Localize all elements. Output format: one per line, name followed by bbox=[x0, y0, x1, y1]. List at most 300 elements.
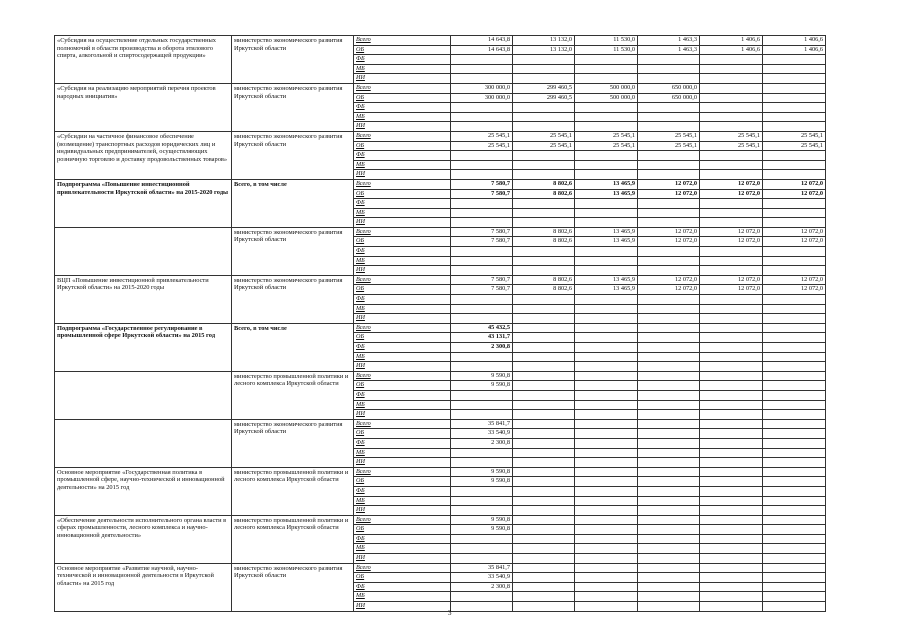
amount-cell bbox=[638, 467, 700, 477]
amount-cell bbox=[763, 429, 826, 439]
funding-source-cell: МБ bbox=[354, 448, 451, 458]
amount-cell bbox=[575, 112, 638, 122]
amount-cell bbox=[763, 122, 826, 132]
funding-source-cell: ОБ bbox=[354, 141, 451, 151]
amount-cell bbox=[575, 554, 638, 564]
amount-cell bbox=[451, 295, 513, 305]
amount-cell bbox=[763, 410, 826, 420]
funding-source-cell: МБ bbox=[354, 592, 451, 602]
amount-cell bbox=[451, 458, 513, 468]
amount-cell: 13 465,9 bbox=[575, 227, 638, 237]
amount-cell bbox=[451, 218, 513, 228]
responsible-executor-cell: Всего, в том числе bbox=[232, 323, 354, 371]
amount-cell bbox=[451, 544, 513, 554]
amount-cell bbox=[513, 218, 575, 228]
amount-cell bbox=[513, 208, 575, 218]
amount-cell bbox=[513, 563, 575, 573]
amount-cell bbox=[451, 208, 513, 218]
amount-cell bbox=[575, 352, 638, 362]
amount-cell bbox=[763, 103, 826, 113]
amount-cell bbox=[513, 247, 575, 257]
amount-cell: 7 580,7 bbox=[451, 275, 513, 285]
amount-cell bbox=[513, 314, 575, 324]
amount-cell bbox=[700, 592, 763, 602]
funding-source-cell: Всего bbox=[354, 371, 451, 381]
amount-cell bbox=[763, 486, 826, 496]
amount-cell bbox=[638, 333, 700, 343]
amount-cell bbox=[700, 199, 763, 209]
amount-cell bbox=[575, 410, 638, 420]
responsible-executor-cell: Всего, в том числе bbox=[232, 179, 354, 227]
amount-cell: 2 300,8 bbox=[451, 343, 513, 353]
program-name-cell: ВЦП «Повышение инвестиционной привлекательности Иркутской области» на 2015-2020 годы bbox=[55, 275, 232, 323]
amount-cell bbox=[700, 381, 763, 391]
amount-cell bbox=[700, 534, 763, 544]
amount-cell bbox=[451, 554, 513, 564]
amount-cell bbox=[700, 304, 763, 314]
amount-cell bbox=[700, 64, 763, 74]
funding-source-cell: МБ bbox=[354, 400, 451, 410]
amount-cell bbox=[638, 448, 700, 458]
amount-cell bbox=[513, 390, 575, 400]
amount-cell bbox=[763, 83, 826, 93]
funding-source-cell: ОБ bbox=[354, 573, 451, 583]
funding-source-cell: Всего bbox=[354, 227, 451, 237]
amount-cell bbox=[513, 122, 575, 132]
amount-cell bbox=[700, 371, 763, 381]
amount-cell: 35 841,7 bbox=[451, 563, 513, 573]
funding-source-cell: Всего bbox=[354, 515, 451, 525]
amount-cell bbox=[638, 55, 700, 65]
amount-cell bbox=[763, 218, 826, 228]
amount-cell: 7 580,7 bbox=[451, 179, 513, 189]
amount-cell: 12 072,0 bbox=[763, 227, 826, 237]
amount-cell bbox=[513, 160, 575, 170]
amount-cell bbox=[638, 323, 700, 333]
amount-cell bbox=[638, 343, 700, 353]
funding-source-cell: ИИ bbox=[354, 74, 451, 84]
amount-cell: 12 072,0 bbox=[638, 275, 700, 285]
funding-source-cell: ИИ bbox=[354, 314, 451, 324]
responsible-executor-cell: министерство экономического развития Иркутской области bbox=[232, 83, 354, 131]
amount-cell: 25 545,1 bbox=[700, 131, 763, 141]
page-number: 3 bbox=[448, 609, 452, 617]
amount-cell bbox=[513, 534, 575, 544]
amount-cell bbox=[700, 83, 763, 93]
amount-cell bbox=[575, 170, 638, 180]
amount-cell bbox=[763, 64, 826, 74]
amount-cell bbox=[638, 525, 700, 535]
program-name-cell bbox=[55, 227, 232, 275]
amount-cell bbox=[763, 515, 826, 525]
amount-cell bbox=[638, 534, 700, 544]
amount-cell: 12 072,0 bbox=[700, 189, 763, 199]
funding-source-cell: МБ bbox=[354, 112, 451, 122]
amount-cell bbox=[763, 419, 826, 429]
amount-cell bbox=[700, 515, 763, 525]
table-row bbox=[55, 467, 826, 477]
funding-source-cell: МБ bbox=[354, 208, 451, 218]
amount-cell bbox=[638, 554, 700, 564]
amount-cell bbox=[513, 477, 575, 487]
funding-source-cell: ФБ bbox=[354, 103, 451, 113]
amount-cell bbox=[451, 506, 513, 516]
funding-source-cell: ИИ bbox=[354, 602, 451, 612]
amount-cell bbox=[700, 429, 763, 439]
funding-source-cell: ФБ bbox=[354, 486, 451, 496]
amount-cell bbox=[700, 352, 763, 362]
responsible-executor-cell: министерство промышленной политики и лесного комплекса Иркутской области bbox=[232, 467, 354, 515]
amount-cell bbox=[700, 343, 763, 353]
amount-cell: 13 465,9 bbox=[575, 275, 638, 285]
program-name-cell: «Обеспечение деятельности исполнительного органа власти в сферах промышленности, лесного комплекса и научно-инновационной деятельности» bbox=[55, 515, 232, 563]
amount-cell: 9 590,8 bbox=[451, 381, 513, 391]
amount-cell bbox=[700, 122, 763, 132]
amount-cell: 8 802,6 bbox=[513, 227, 575, 237]
program-name-cell: Подпрограмма «Государственное регулирование в промышленной сфере Иркутской области» на 2015 год bbox=[55, 323, 232, 371]
amount-cell bbox=[575, 458, 638, 468]
amount-cell: 25 545,1 bbox=[575, 131, 638, 141]
funding-source-cell: ОБ bbox=[354, 45, 451, 55]
amount-cell bbox=[513, 506, 575, 516]
amount-cell: 25 545,1 bbox=[513, 131, 575, 141]
amount-cell bbox=[763, 582, 826, 592]
amount-cell: 300 000,0 bbox=[451, 83, 513, 93]
amount-cell bbox=[513, 343, 575, 353]
responsible-executor-cell: министерство экономического развития Иркутской области bbox=[232, 36, 354, 84]
amount-cell bbox=[451, 602, 513, 612]
amount-cell bbox=[638, 563, 700, 573]
funding-source-cell: ИИ bbox=[354, 218, 451, 228]
amount-cell bbox=[513, 429, 575, 439]
amount-cell: 8 802,6 bbox=[513, 285, 575, 295]
funding-source-cell: ФБ bbox=[354, 295, 451, 305]
amount-cell bbox=[513, 400, 575, 410]
amount-cell bbox=[513, 525, 575, 535]
amount-cell: 14 643,8 bbox=[451, 45, 513, 55]
amount-cell bbox=[763, 295, 826, 305]
responsible-executor-cell: министерство экономического развития Иркутской области bbox=[232, 419, 354, 467]
amount-cell bbox=[575, 525, 638, 535]
amount-cell bbox=[763, 199, 826, 209]
amount-cell bbox=[763, 74, 826, 84]
amount-cell bbox=[763, 506, 826, 516]
amount-cell bbox=[513, 592, 575, 602]
amount-cell bbox=[575, 247, 638, 257]
amount-cell bbox=[575, 295, 638, 305]
amount-cell: 2 300,8 bbox=[451, 582, 513, 592]
amount-cell: 9 590,8 bbox=[451, 477, 513, 487]
amount-cell bbox=[575, 390, 638, 400]
amount-cell bbox=[638, 151, 700, 161]
program-name-cell: Подпрограмма «Повышение инвестиционной привлекательности Иркутской области» на 2015-2020 годы bbox=[55, 179, 232, 227]
amount-cell bbox=[763, 151, 826, 161]
amount-cell bbox=[575, 419, 638, 429]
funding-source-cell: ОБ bbox=[354, 285, 451, 295]
amount-cell bbox=[763, 352, 826, 362]
amount-cell bbox=[513, 371, 575, 381]
amount-cell: 25 545,1 bbox=[451, 141, 513, 151]
table-row bbox=[55, 227, 826, 237]
table-row bbox=[55, 515, 826, 525]
amount-cell: 12 072,0 bbox=[700, 275, 763, 285]
responsible-executor-cell: министерство экономического развития Иркутской области bbox=[232, 227, 354, 275]
amount-cell bbox=[638, 352, 700, 362]
amount-cell bbox=[575, 208, 638, 218]
funding-source-cell: ИИ bbox=[354, 458, 451, 468]
amount-cell bbox=[763, 323, 826, 333]
amount-cell: 12 072,0 bbox=[763, 275, 826, 285]
funding-source-cell: ОБ bbox=[354, 525, 451, 535]
amount-cell bbox=[763, 534, 826, 544]
amount-cell bbox=[638, 390, 700, 400]
amount-cell: 13 465,9 bbox=[575, 285, 638, 295]
amount-cell bbox=[575, 304, 638, 314]
amount-cell bbox=[513, 496, 575, 506]
funding-source-cell: Всего bbox=[354, 323, 451, 333]
funding-source-cell: ИИ bbox=[354, 122, 451, 132]
responsible-executor-cell: министерство промышленной политики и лесного комплекса Иркутской области bbox=[232, 515, 354, 563]
amount-cell bbox=[575, 400, 638, 410]
amount-cell bbox=[638, 74, 700, 84]
funding-source-cell: ИИ bbox=[354, 410, 451, 420]
amount-cell bbox=[763, 525, 826, 535]
amount-cell bbox=[513, 352, 575, 362]
amount-cell: 7 580,7 bbox=[451, 237, 513, 247]
amount-cell bbox=[575, 160, 638, 170]
amount-cell bbox=[638, 544, 700, 554]
amount-cell bbox=[638, 602, 700, 612]
amount-cell bbox=[763, 256, 826, 266]
funding-source-cell: ИИ bbox=[354, 506, 451, 516]
amount-cell: 12 072,0 bbox=[763, 189, 826, 199]
table-row bbox=[55, 275, 826, 285]
amount-cell bbox=[638, 496, 700, 506]
amount-cell bbox=[638, 64, 700, 74]
program-name-cell bbox=[55, 419, 232, 467]
funding-source-cell: Всего bbox=[354, 275, 451, 285]
amount-cell bbox=[763, 362, 826, 372]
amount-cell bbox=[763, 467, 826, 477]
amount-cell bbox=[451, 103, 513, 113]
amount-cell bbox=[575, 323, 638, 333]
funding-source-cell: ФБ bbox=[354, 343, 451, 353]
amount-cell bbox=[638, 410, 700, 420]
amount-cell bbox=[638, 458, 700, 468]
funding-source-cell: Всего bbox=[354, 467, 451, 477]
amount-cell: 2 300,8 bbox=[451, 438, 513, 448]
table-row bbox=[55, 563, 826, 573]
amount-cell bbox=[575, 218, 638, 228]
amount-cell bbox=[513, 362, 575, 372]
amount-cell: 9 590,8 bbox=[451, 371, 513, 381]
amount-cell bbox=[575, 74, 638, 84]
amount-cell bbox=[700, 390, 763, 400]
funding-source-cell: МБ bbox=[354, 160, 451, 170]
amount-cell: 1 406,6 bbox=[700, 36, 763, 46]
amount-cell bbox=[700, 151, 763, 161]
amount-cell bbox=[575, 256, 638, 266]
amount-cell bbox=[638, 429, 700, 439]
amount-cell bbox=[575, 314, 638, 324]
amount-cell bbox=[700, 438, 763, 448]
amount-cell: 25 545,1 bbox=[700, 141, 763, 151]
amount-cell: 25 545,1 bbox=[763, 131, 826, 141]
amount-cell bbox=[513, 448, 575, 458]
amount-cell bbox=[513, 74, 575, 84]
amount-cell bbox=[575, 266, 638, 276]
amount-cell bbox=[575, 103, 638, 113]
amount-cell bbox=[513, 64, 575, 74]
amount-cell bbox=[763, 573, 826, 583]
table-row bbox=[55, 371, 826, 381]
amount-cell bbox=[575, 199, 638, 209]
amount-cell bbox=[575, 448, 638, 458]
amount-cell bbox=[451, 170, 513, 180]
amount-cell: 1 406,6 bbox=[763, 45, 826, 55]
amount-cell: 33 540,9 bbox=[451, 573, 513, 583]
amount-cell bbox=[513, 323, 575, 333]
amount-cell bbox=[700, 218, 763, 228]
amount-cell bbox=[763, 333, 826, 343]
amount-cell bbox=[763, 170, 826, 180]
amount-cell: 13 132,0 bbox=[513, 36, 575, 46]
funding-source-cell: ФБ bbox=[354, 151, 451, 161]
amount-cell bbox=[700, 400, 763, 410]
amount-cell: 25 545,1 bbox=[638, 141, 700, 151]
amount-cell bbox=[763, 563, 826, 573]
funding-source-cell: Всего bbox=[354, 179, 451, 189]
amount-cell bbox=[451, 314, 513, 324]
funding-source-cell: Всего bbox=[354, 36, 451, 46]
table-row bbox=[55, 419, 826, 429]
amount-cell bbox=[513, 467, 575, 477]
amount-cell bbox=[513, 554, 575, 564]
amount-cell bbox=[513, 573, 575, 583]
responsible-executor-cell: министерство экономического развития Иркутской области bbox=[232, 131, 354, 179]
amount-cell bbox=[575, 438, 638, 448]
amount-cell bbox=[513, 410, 575, 420]
amount-cell bbox=[451, 410, 513, 420]
amount-cell: 12 072,0 bbox=[700, 179, 763, 189]
amount-cell bbox=[763, 381, 826, 391]
funding-source-cell: Всего bbox=[354, 83, 451, 93]
amount-cell: 25 545,1 bbox=[575, 141, 638, 151]
amount-cell bbox=[700, 496, 763, 506]
amount-cell bbox=[700, 582, 763, 592]
amount-cell bbox=[513, 151, 575, 161]
amount-cell bbox=[700, 602, 763, 612]
amount-cell bbox=[638, 295, 700, 305]
amount-cell bbox=[763, 208, 826, 218]
funding-source-cell: ФБ bbox=[354, 199, 451, 209]
amount-cell: 12 072,0 bbox=[638, 227, 700, 237]
amount-cell bbox=[575, 467, 638, 477]
amount-cell bbox=[700, 486, 763, 496]
program-name-cell: Основное мероприятие «Развитие научной, научно-технической и инновационной деятельности в Иркутской области» на 2015 год bbox=[55, 563, 232, 611]
amount-cell bbox=[451, 266, 513, 276]
amount-cell bbox=[575, 151, 638, 161]
amount-cell: 25 545,1 bbox=[451, 131, 513, 141]
table-body bbox=[55, 36, 826, 612]
amount-cell bbox=[763, 477, 826, 487]
funding-source-cell: ИИ bbox=[354, 170, 451, 180]
amount-cell: 1 463,3 bbox=[638, 45, 700, 55]
amount-cell bbox=[700, 458, 763, 468]
amount-cell: 8 802,6 bbox=[513, 179, 575, 189]
amount-cell bbox=[451, 592, 513, 602]
amount-cell: 43 131,7 bbox=[451, 333, 513, 343]
amount-cell bbox=[763, 343, 826, 353]
amount-cell bbox=[513, 419, 575, 429]
amount-cell bbox=[451, 362, 513, 372]
amount-cell bbox=[638, 218, 700, 228]
amount-cell bbox=[451, 122, 513, 132]
amount-cell: 13 465,9 bbox=[575, 237, 638, 247]
amount-cell bbox=[763, 438, 826, 448]
amount-cell bbox=[638, 266, 700, 276]
amount-cell: 12 072,0 bbox=[763, 285, 826, 295]
amount-cell bbox=[700, 467, 763, 477]
amount-cell: 1 463,3 bbox=[638, 36, 700, 46]
funding-source-cell: Всего bbox=[354, 563, 451, 573]
amount-cell bbox=[513, 170, 575, 180]
amount-cell: 12 072,0 bbox=[638, 179, 700, 189]
amount-cell: 1 406,6 bbox=[763, 36, 826, 46]
amount-cell bbox=[638, 314, 700, 324]
amount-cell bbox=[575, 592, 638, 602]
amount-cell bbox=[451, 151, 513, 161]
amount-cell bbox=[575, 371, 638, 381]
amount-cell: 13 465,9 bbox=[575, 189, 638, 199]
amount-cell bbox=[575, 515, 638, 525]
funding-source-cell: МБ bbox=[354, 304, 451, 314]
amount-cell bbox=[575, 55, 638, 65]
amount-cell: 9 590,8 bbox=[451, 525, 513, 535]
amount-cell bbox=[700, 295, 763, 305]
amount-cell bbox=[451, 352, 513, 362]
amount-cell: 13 132,0 bbox=[513, 45, 575, 55]
amount-cell bbox=[638, 438, 700, 448]
amount-cell bbox=[638, 371, 700, 381]
amount-cell bbox=[451, 256, 513, 266]
budget-table bbox=[54, 35, 826, 612]
amount-cell bbox=[763, 554, 826, 564]
amount-cell bbox=[451, 496, 513, 506]
amount-cell bbox=[638, 515, 700, 525]
amount-cell bbox=[638, 362, 700, 372]
amount-cell bbox=[638, 304, 700, 314]
amount-cell bbox=[700, 208, 763, 218]
amount-cell bbox=[763, 592, 826, 602]
amount-cell bbox=[513, 333, 575, 343]
funding-source-cell: ФБ bbox=[354, 55, 451, 65]
amount-cell bbox=[700, 74, 763, 84]
amount-cell: 12 072,0 bbox=[638, 285, 700, 295]
amount-cell bbox=[638, 381, 700, 391]
amount-cell bbox=[513, 199, 575, 209]
amount-cell bbox=[763, 55, 826, 65]
amount-cell bbox=[513, 381, 575, 391]
amount-cell bbox=[638, 400, 700, 410]
funding-source-cell: ОБ bbox=[354, 429, 451, 439]
amount-cell bbox=[638, 122, 700, 132]
amount-cell: 25 545,1 bbox=[763, 141, 826, 151]
funding-source-cell: МБ bbox=[354, 544, 451, 554]
table-row bbox=[55, 36, 826, 46]
funding-source-cell: ФБ bbox=[354, 247, 451, 257]
amount-cell bbox=[451, 199, 513, 209]
